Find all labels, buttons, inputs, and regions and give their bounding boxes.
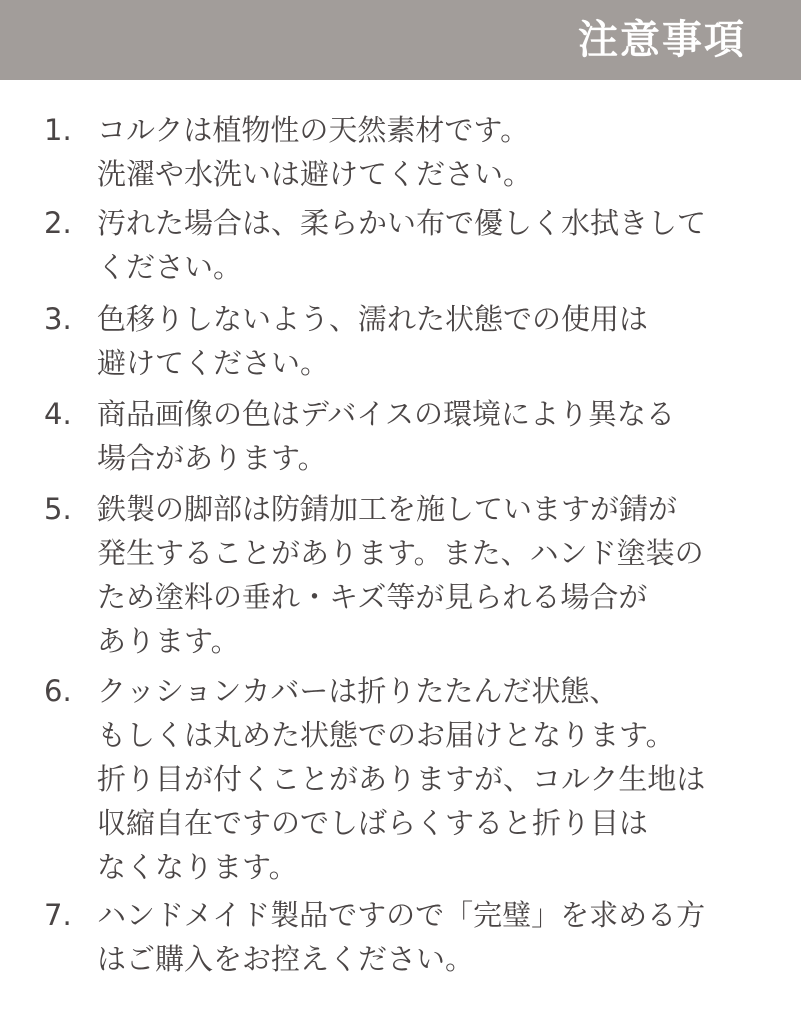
note-number: 7. [44,898,72,932]
note-text: 色移りしないよう、濡れた状態での使用は 避けてください。 [97,302,649,380]
page-title: 注意事項 [578,17,746,63]
note-number: 6. [44,674,72,708]
note-text: クッションカバーは折りたたんだ状態、 もしくは丸めた状態でのお届けとなります。 折り目が付くことがありますが、コルク生地は 収縮自在ですのでしばらくすると折り目は なくなります。 [97,674,706,884]
note-number: 4. [44,397,72,431]
note-number: 2. [44,206,72,240]
note-number: 3. [44,302,72,336]
note-text: ハンドメイド製品ですので「完璧」を求める方 はご購入をお控えください。 [97,898,706,976]
note-text: 汚れた場合は、柔らかい布で優しく水拭きして ください。 [97,206,707,284]
note-text: 鉄製の脚部は防錆加工を施していますが錆が 発生することがあります。また、ハンド塗装の ため塗料の垂れ・キズ等が見られる場合が あります。 [97,492,704,658]
note-number: 1. [44,113,72,147]
note-text: コルクは植物性の天然素材です。 洗濯や水洗いは避けてください。 [97,113,533,191]
note-text: 商品画像の色はデバイスの環境により異なる 場合があります。 [97,397,675,475]
note-number: 5. [44,492,72,526]
